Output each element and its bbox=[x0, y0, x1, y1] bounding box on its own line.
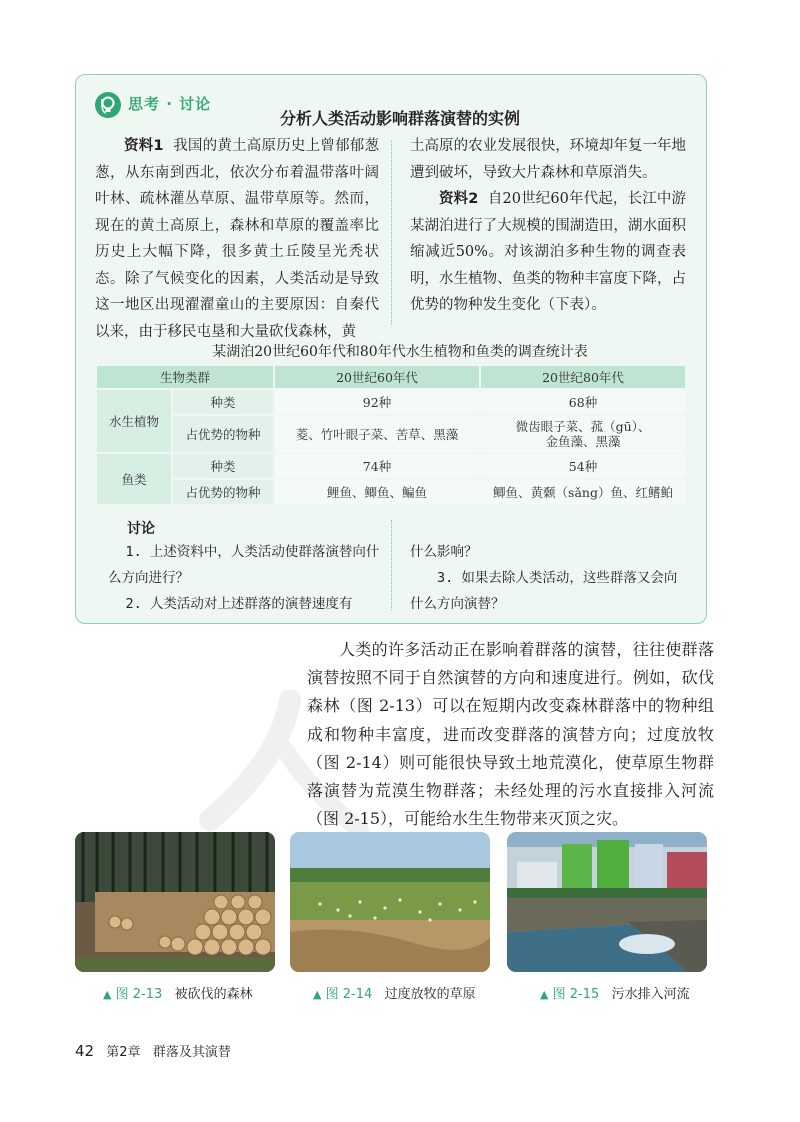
table-row bbox=[97, 480, 685, 504]
figure-2-13-logs-photo bbox=[75, 832, 275, 972]
figure-number: 图 2-15 bbox=[552, 987, 600, 1002]
triangle-marker-icon: ▲ bbox=[103, 988, 112, 1001]
cell-value: 68种 bbox=[481, 390, 685, 414]
section-label: 思考 · 讨论 bbox=[128, 95, 212, 113]
material-1-text: 我国的黄土高原历史上曾郁郁葱葱，从东南到西北，依次分布着温带落叶阔叶林、疏林灌丛草原、温带草原等。然而，现在的黄土高原上，森林和草原的覆盖率比历史上大幅下降，很多黄土丘陵呈光秃状态。除了气候变化的因素，人类活动是导致这一地区出现濯濯童山的主要原因：自秦代以来，由于移民屯垦和大量砍伐森林，黄 bbox=[95, 138, 380, 340]
row-label: 占优势的物种 bbox=[173, 416, 273, 452]
figure-2-13-caption bbox=[103, 983, 253, 1002]
discussion-divider bbox=[391, 520, 392, 610]
material-1-continuation: 土高原的农业发展很快，环境却年复一年地遭到破坏，导致大片森林和草原消失。 bbox=[410, 138, 686, 181]
cell-value: 92种 bbox=[275, 390, 479, 414]
material-left-column bbox=[95, 133, 379, 345]
figure-number: 图 2-13 bbox=[115, 987, 163, 1002]
cell-value: 鲤鱼、鲫鱼、鳊鱼 bbox=[275, 480, 479, 504]
table-header-60s: 20世纪60年代 bbox=[275, 366, 479, 388]
group-name: 鱼类 bbox=[97, 454, 171, 504]
row-label: 种类 bbox=[173, 390, 273, 414]
question-1: 1. 上述资料中，人类活动使群落演替向什么方向进行？ bbox=[108, 544, 380, 586]
material-2-key: 资料2 bbox=[439, 191, 479, 207]
table-row bbox=[97, 390, 685, 414]
figure-2-14-caption bbox=[313, 983, 476, 1002]
chapter-title: 群落及其演替 bbox=[152, 1045, 231, 1060]
discussion-left bbox=[108, 539, 380, 617]
cell-line: 金鱼藻、黑藻 bbox=[545, 434, 621, 449]
table-header-group: 生物类群 bbox=[97, 366, 273, 388]
page-number: 42 bbox=[75, 1042, 95, 1060]
group-name: 水生植物 bbox=[97, 390, 171, 452]
cell-value: 菱、竹叶眼子菜、苦草、黑藻 bbox=[275, 416, 479, 452]
triangle-marker-icon: ▲ bbox=[313, 988, 322, 1001]
question-2-continuation: 什么影响？ bbox=[410, 544, 478, 560]
cell-value: 74种 bbox=[275, 454, 479, 478]
row-label: 占优势的物种 bbox=[173, 480, 273, 504]
chapter-number: 第2章 bbox=[106, 1045, 141, 1060]
body-text: 人类的许多活动正在影响着群落的演替，往往使群落演替按照不同于自然演替的方向和速度进行。例如，砍伐森林（图 2-13）可以在短期内改变森林群落中的物种组成和物种丰富度，进而改变群落的演替方向；过度放牧（图 2-14）则可能很快导致土地荒漠化，使草原生物群落演替为荒漠生物群落；未经处理的污水直接排入河流（图 2-15），可能给水生生物带来灭顶之灾。 bbox=[307, 640, 714, 829]
column-divider bbox=[391, 140, 392, 325]
discussion-right bbox=[410, 539, 686, 617]
table-header-80s: 20世纪80年代 bbox=[481, 366, 685, 388]
box-title: 分析人类活动影响群落演替的实例 bbox=[279, 109, 520, 128]
page-footer bbox=[75, 1041, 231, 1060]
question-3: 3. 如果去除人类活动，这些群落又会向什么方向演替？ bbox=[410, 570, 678, 612]
figure-caption-text: 过度放牧的草原 bbox=[384, 987, 476, 1002]
discussion-title: 讨论 bbox=[127, 521, 155, 537]
cell-value: 54种 bbox=[481, 454, 685, 478]
body-paragraph bbox=[307, 636, 714, 833]
material-1-key: 资料1 bbox=[124, 138, 164, 154]
figure-2-15-caption bbox=[540, 983, 690, 1002]
cell-value-multiline bbox=[481, 416, 685, 452]
table-caption: 某湖泊20世纪60年代和80年代水生植物和鱼类的调查统计表 bbox=[212, 344, 588, 360]
figure-2-14-grassland-photo bbox=[290, 832, 490, 972]
triangle-marker-icon: ▲ bbox=[540, 988, 549, 1001]
figure-number: 图 2-14 bbox=[325, 987, 373, 1002]
material-right-column bbox=[410, 133, 686, 319]
material-2-text: 自20世纪60年代起，长江中游某湖泊进行了大规模的围湖造田，湖水面积缩减近50%。对该湖泊多种生物的调查表明，水生植物、鱼类的物种丰富度下降，占优势的物种发生变化（下表）。 bbox=[410, 191, 687, 313]
table-row bbox=[97, 454, 685, 478]
survey-table bbox=[95, 364, 687, 506]
cell-value: 鲫鱼、黄颡（sǎng）鱼、红鳍鲌 bbox=[481, 480, 685, 504]
row-label: 种类 bbox=[173, 454, 273, 478]
question-2: 2. 人类活动对上述群落的演替速度有 bbox=[125, 596, 353, 612]
cell-line: 微齿眼子菜、菰（gū）、 bbox=[515, 419, 651, 434]
table-row bbox=[97, 416, 685, 452]
figure-caption-text: 污水排入河流 bbox=[611, 987, 690, 1002]
figure-caption-text: 被砍伐的森林 bbox=[174, 987, 253, 1002]
figure-2-15-sewage-photo bbox=[507, 832, 707, 972]
